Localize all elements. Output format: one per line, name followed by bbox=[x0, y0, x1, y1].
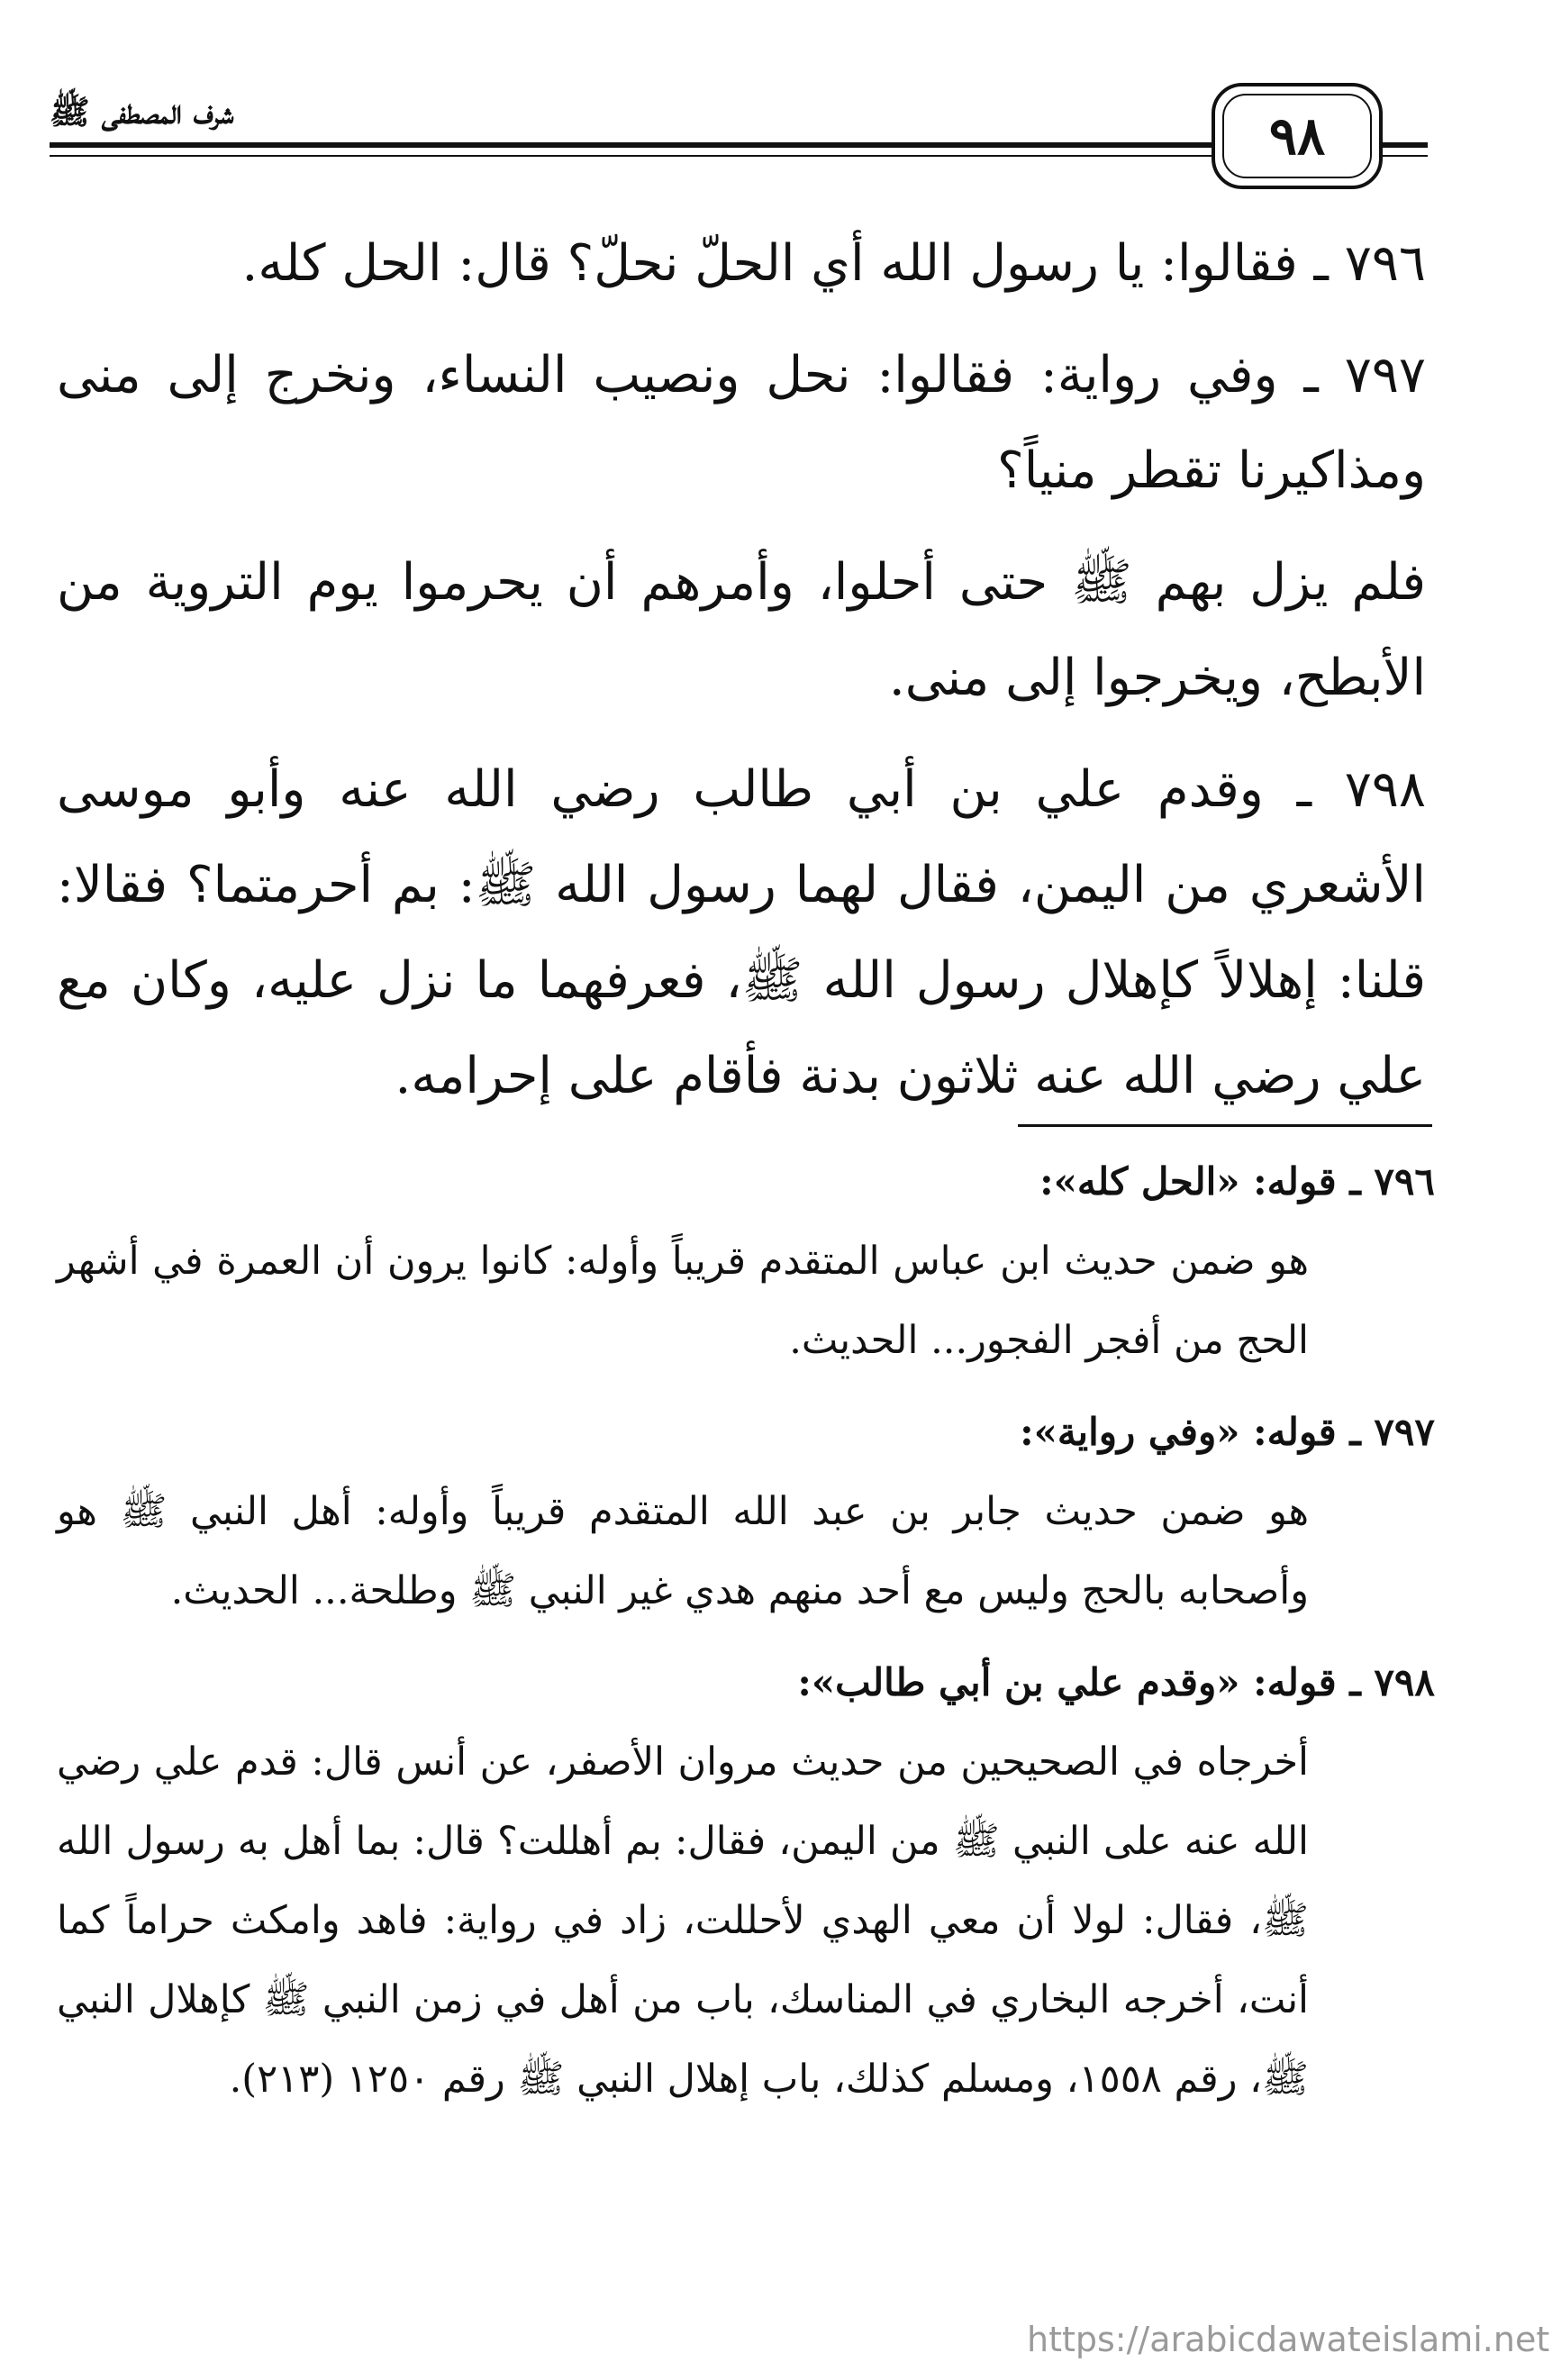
footnote-separator bbox=[1018, 1124, 1432, 1127]
footnotes bbox=[57, 1142, 1435, 2131]
note-heading: ٧٩٨ ـ قوله: «وقدم علي بن أبي طالب»: bbox=[797, 1660, 1435, 1704]
main-text bbox=[57, 216, 1426, 1140]
note-text: أخرجاه في الصحيحين من حديث مروان الأصفر، عن أنس قال: قدم علي رضي الله عنه على النبي ﷺ من اليمن، فقال: بم أهللت؟ قال: بما أهل به رسول الله ﷺ، فقال: لولا أن معي الهدي لأحللت، زاد في رواية: فاهد وامكث حراماً كما أنت، أخرجه البخاري في المناسك، باب من أهل في زمن النبي ﷺ كإهلال النبي ﷺ، رقم ١٥٥٨، ومسلم كذلك، باب إهلال النبي ﷺ رقم ١٢٥٠ (٢١٣). bbox=[57, 1740, 1309, 2102]
note-796 bbox=[57, 1142, 1435, 1380]
note-heading: ٧٩٧ ـ قوله: «وفي رواية»: bbox=[1020, 1410, 1435, 1454]
page-number: ٩٨ bbox=[1268, 105, 1326, 167]
paragraph-796: ٧٩٦ ـ فقالوا: يا رسول الله أي الحلّ نحلّ؟ قال: الحل كله. bbox=[241, 234, 1426, 293]
page-number-frame bbox=[1212, 83, 1383, 189]
paragraph-797: ٧٩٧ ـ وفي رواية: فقالوا: نحل ونصيب النساء، ونخرج إلى منى ومذاكيرنا تقطر منياً؟ bbox=[57, 346, 1426, 500]
running-title: شرف المصطفى ﷺ bbox=[50, 92, 234, 132]
paragraph-continuation: فلم يزل بهم ﷺ حتى أحلوا، وأمرهم أن يحرموا يوم التروية من الأبطح، ويخرجوا إلى منى. bbox=[57, 553, 1426, 707]
note-text: هو ضمن حديث جابر بن عبد الله المتقدم قريباً وأوله: أهل النبي ﷺ هو وأصحابه بالحج وليس مع أحد منهم هدي غير النبي ﷺ وطلحة... الحديث. bbox=[57, 1489, 1309, 1613]
note-text: هو ضمن حديث ابن عباس المتقدم قريباً وأوله: كانوا يرون أن العمرة في أشهر الحج من أفجر الفجور... الحديث. bbox=[57, 1239, 1309, 1363]
note-797 bbox=[57, 1393, 1435, 1631]
paragraph-798: ٧٩٨ ـ وقدم علي بن أبي طالب رضي الله عنه وأبو موسى الأشعري من اليمن، فقال لهما رسول الله ﷺ: بم أحرمتما؟ فقالا: قلنا: إهلالاً كإهلال رسول الله ﷺ، فعرفهما ما نزل عليه، وكان مع علي رضي الله عنه ثلاثون بدنة فأقام على إحرامه. bbox=[57, 760, 1426, 1105]
note-heading: ٧٩٦ ـ قوله: «الحل كله»: bbox=[1039, 1159, 1435, 1204]
note-798 bbox=[57, 1643, 1435, 2119]
watermark-url: https://arabicdawateislami.net bbox=[1027, 2320, 1550, 2359]
